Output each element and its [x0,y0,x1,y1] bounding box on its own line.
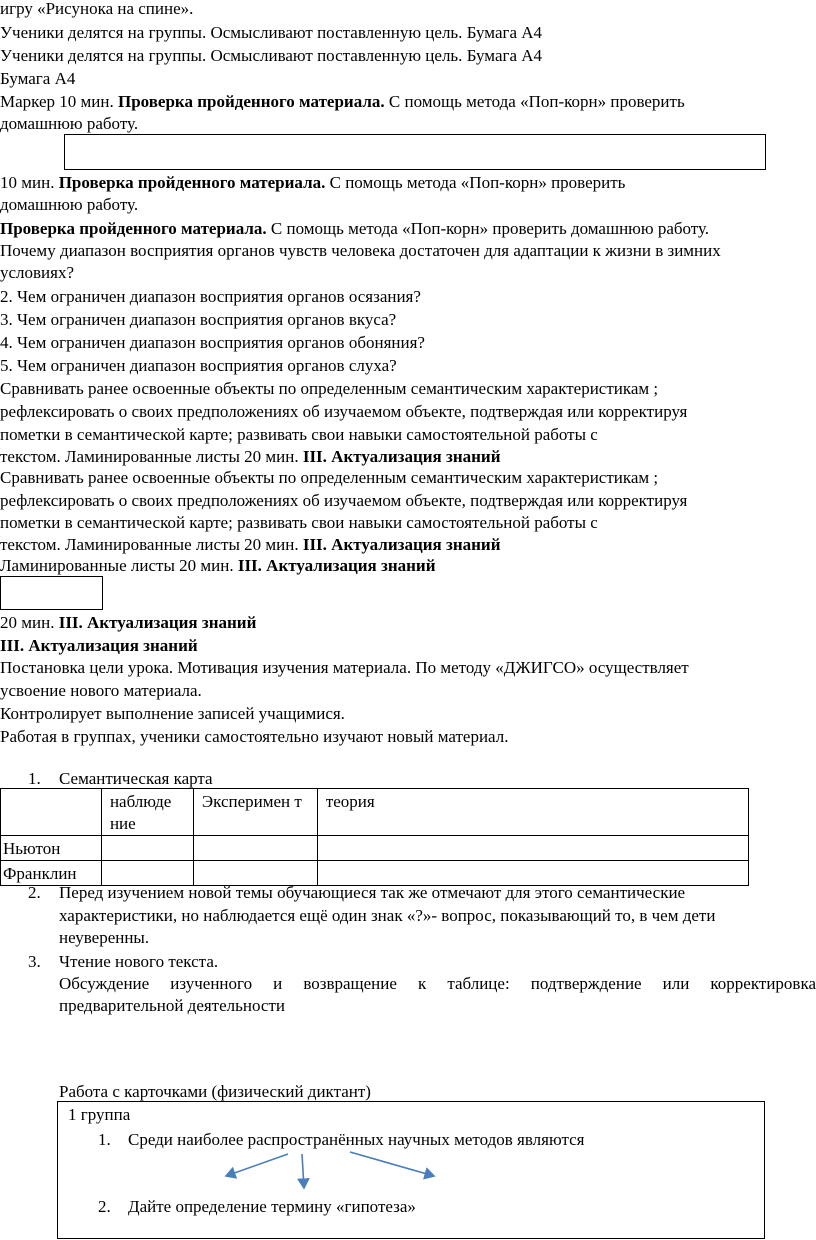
text-line: Контролирует выполнение записей учащимися. [0,704,345,723]
text-line: Сравнивать ранее освоенные объекты по определенным семантическим характеристикам ; [0,468,659,487]
text-line: III. Актуализация знаний [0,636,198,655]
text-line: Ученики делятся на группы. Осмысливают поставленную цель. Бумага А4 [0,46,543,65]
list-item: неуверенны. [59,928,150,947]
table-header-cell: теория [317,789,748,836]
text-line: Сравнивать ранее освоенные объекты по определенным семантическим характеристикам ; [0,379,659,398]
text-line: Работая в группах, ученики самостоятельно изучают новый материал. [0,727,509,746]
semantic-map-table [0,788,749,886]
text-line: 2. Чем ограничен диапазон восприятия органов осязания? [0,287,421,306]
table-row-label: Ньютон [1,836,102,861]
text-line: пометки в семантической карте; развивать свои навыки самостоятельной работы с [0,513,598,532]
list-number: 1. [28,769,41,788]
table-cell [317,836,748,861]
text-line: 5. Чем ограничен диапазон восприятия органов слуха? [0,356,397,375]
list-item: Обсуждение изученного и возвращение к таблице: подтверждение или корректировка [59,974,816,993]
list-item: предварительной деятельности [59,996,285,1015]
list-item: Чтение нового текста. [59,952,219,971]
text-line: рефлексировать о своих предположениях об изучаемом объекте, подтверждая или корректируя [0,402,688,421]
text-line: Почему диапазон восприятия органов чувств человека достаточен для адаптации к жизни в зимних [0,241,721,260]
table-cell [1,789,102,836]
list-number: 2. [98,1197,111,1216]
text-line: 20 мин. III. Актуализация знаний [0,613,257,632]
list-number: 1. [98,1130,111,1149]
text-line: условиях? [0,263,75,282]
section-title: Работа с карточками (физический диктант) [59,1082,371,1101]
text-line: текстом. Ламинированные листы 20 мин. III. Актуализация знаний [0,535,501,554]
list-number: 3. [28,952,41,971]
text-line: Маркер 10 мин. Проверка пройденного материала. С помощь метода «Поп-корн» проверить [0,92,685,111]
text-line: Проверка пройденного материала. С помощь метода «Поп-корн» проверить домашнюю работу. [0,219,710,238]
text-line: 4. Чем ограничен диапазон восприятия органов обоняния? [0,333,425,352]
table-cell [193,836,317,861]
method-arrows [210,1148,450,1194]
list-number: 2. [28,883,41,902]
text-line: Постановка цели урока. Мотивация изучения материала. По методу «ДЖИГСО» осуществляет [0,658,689,677]
text-line: Бумага А4 [0,69,76,88]
text-line: Ученики делятся на группы. Осмысливают поставленную цель. Бумага А4 [0,23,543,42]
text-line: Ламинированные листы 20 мин. III. Актуализация знаний [0,556,436,575]
card-question: Среди наиболее распространённых научных методов являются [128,1130,585,1149]
text-line: 3. Чем ограничен диапазон восприятия органов вкуса? [0,310,397,329]
text-line: пометки в семантической карте; развивать свои навыки самостоятельной работы с [0,425,598,444]
arrow-down-icon [302,1154,304,1188]
arrow-right-icon [350,1152,434,1176]
list-item: характеристики, но наблюдается ещё один знак «?»- вопрос, показывающий то, в чем дети [59,906,716,925]
empty-frame [0,576,103,610]
card-group-label: 1 группа [68,1105,131,1124]
text-line: игру «Рисунока на спине». [0,0,194,18]
text-line: домашнюю работу. [0,195,139,214]
text-line: рефлексировать о своих предположениях об изучаемом объекте, подтверждая или корректируя [0,491,688,510]
table-row [1,789,749,836]
empty-frame [64,134,766,170]
list-item: Перед изучением новой темы обучающиеся так же отмечают для этого семантические [59,883,686,902]
table-cell [101,836,193,861]
text-line: домашнюю работу. [0,114,139,133]
table-row-label: Франклин [1,861,102,886]
table-header-cell: наблюде ние [101,789,193,836]
text-line: 10 мин. Проверка пройденного материала. С помощь метода «Поп-корн» проверить [0,173,626,192]
table-row [1,836,749,861]
arrow-left-icon [226,1154,288,1176]
text-line: усвоение нового материала. [0,681,202,700]
list-item: Семантическая карта [59,769,213,788]
table-header-cell: Эксперимен т [193,789,317,836]
text-line: текстом. Ламинированные листы 20 мин. III. Актуализация знаний [0,447,501,466]
card-question: Дайте определение термину «гипотеза» [128,1197,416,1216]
